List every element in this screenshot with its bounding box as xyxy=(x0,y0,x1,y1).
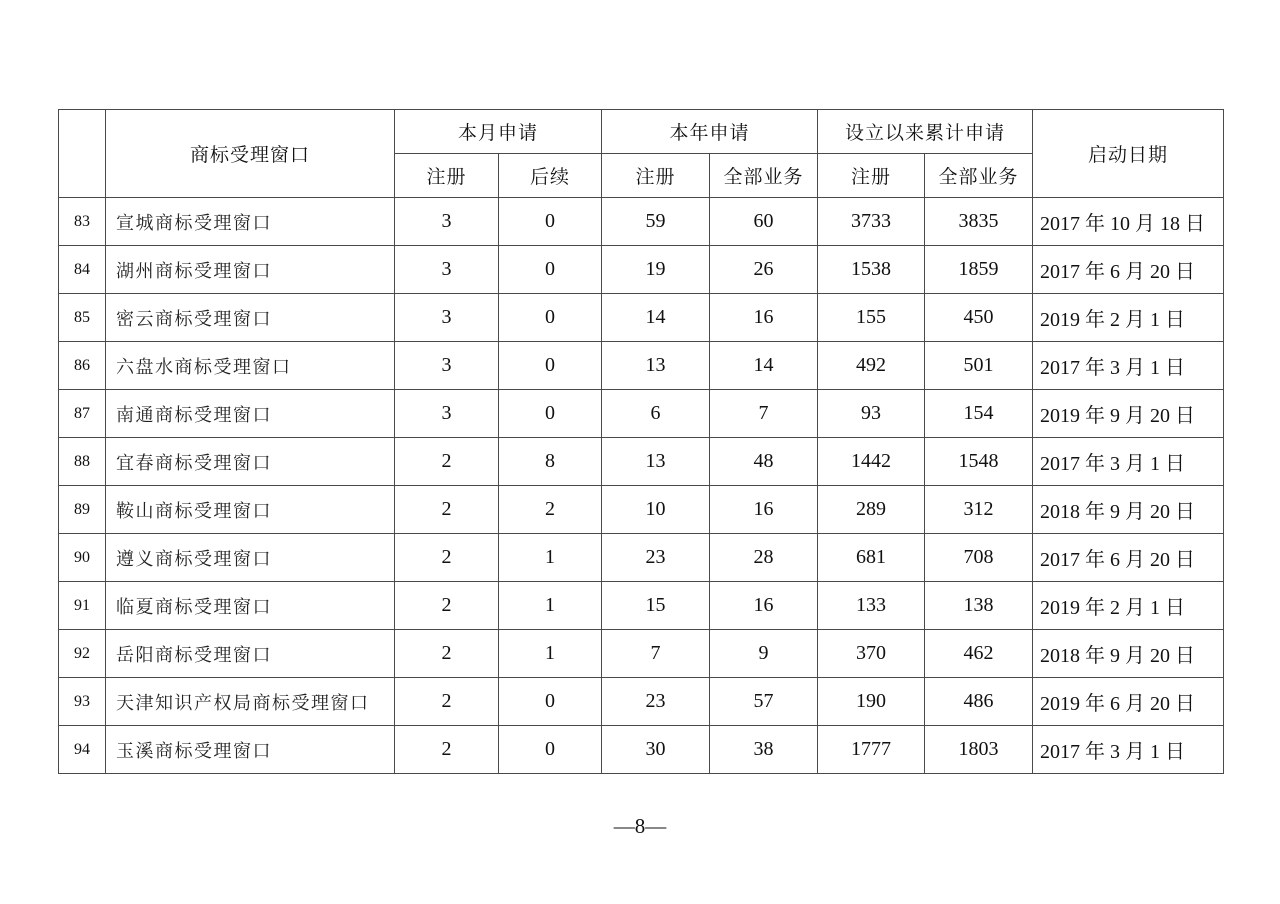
month-register-value: 3 xyxy=(395,342,499,390)
year-all-business-header: 全部业务 xyxy=(710,154,818,198)
year-all-business-value: 57 xyxy=(710,678,818,726)
header-row-groups xyxy=(59,110,1224,154)
month-register-value: 2 xyxy=(395,630,499,678)
year-all-business-value: 16 xyxy=(710,582,818,630)
window-name-header: 商标受理窗口 xyxy=(106,110,395,198)
row-index: 85 xyxy=(59,294,106,342)
cumulative-register-header: 注册 xyxy=(818,154,925,198)
month-followup-value: 0 xyxy=(499,726,602,774)
cumulative-all-business-value: 708 xyxy=(925,534,1033,582)
row-index: 86 xyxy=(59,342,106,390)
year-all-business-value: 38 xyxy=(710,726,818,774)
start-date-value: 2017 年 10 月 18 日 xyxy=(1033,198,1224,246)
cumulative-all-business-value: 3835 xyxy=(925,198,1033,246)
month-register-value: 2 xyxy=(395,678,499,726)
month-followup-header: 后续 xyxy=(499,154,602,198)
table-row xyxy=(59,198,1224,246)
month-register-value: 3 xyxy=(395,198,499,246)
table-row xyxy=(59,630,1224,678)
month-register-value: 3 xyxy=(395,246,499,294)
cumulative-all-business-value: 154 xyxy=(925,390,1033,438)
month-followup-value: 0 xyxy=(499,294,602,342)
window-name: 湖州商标受理窗口 xyxy=(106,246,395,294)
table-row xyxy=(59,726,1224,774)
month-register-value: 3 xyxy=(395,390,499,438)
start-date-value: 2017 年 3 月 1 日 xyxy=(1033,342,1224,390)
month-register-value: 2 xyxy=(395,438,499,486)
cumulative-all-business-value: 462 xyxy=(925,630,1033,678)
row-index: 88 xyxy=(59,438,106,486)
table-row xyxy=(59,342,1224,390)
cumulative-register-value: 1538 xyxy=(818,246,925,294)
month-register-header: 注册 xyxy=(395,154,499,198)
year-register-value: 13 xyxy=(602,438,710,486)
cumulative-register-value: 190 xyxy=(818,678,925,726)
month-followup-value: 0 xyxy=(499,246,602,294)
cumulative-register-value: 133 xyxy=(818,582,925,630)
window-name: 临夏商标受理窗口 xyxy=(106,582,395,630)
year-all-business-value: 60 xyxy=(710,198,818,246)
table-row xyxy=(59,390,1224,438)
table-row xyxy=(59,678,1224,726)
year-all-business-value: 28 xyxy=(710,534,818,582)
year-register-value: 23 xyxy=(602,534,710,582)
year-all-business-value: 7 xyxy=(710,390,818,438)
year-register-value: 59 xyxy=(602,198,710,246)
year-register-value: 23 xyxy=(602,678,710,726)
year-all-business-value: 14 xyxy=(710,342,818,390)
year-all-business-value: 48 xyxy=(710,438,818,486)
window-name: 岳阳商标受理窗口 xyxy=(106,630,395,678)
year-application-header: 本年申请 xyxy=(602,110,818,154)
row-index: 91 xyxy=(59,582,106,630)
year-register-value: 19 xyxy=(602,246,710,294)
trademark-window-table xyxy=(58,109,1224,774)
cumulative-all-business-value: 501 xyxy=(925,342,1033,390)
window-name: 密云商标受理窗口 xyxy=(106,294,395,342)
row-index: 87 xyxy=(59,390,106,438)
cumulative-register-value: 492 xyxy=(818,342,925,390)
year-register-value: 10 xyxy=(602,486,710,534)
year-all-business-value: 16 xyxy=(710,294,818,342)
year-register-value: 30 xyxy=(602,726,710,774)
cumulative-all-business-header: 全部业务 xyxy=(925,154,1033,198)
row-index: 93 xyxy=(59,678,106,726)
window-name: 六盘水商标受理窗口 xyxy=(106,342,395,390)
year-all-business-value: 26 xyxy=(710,246,818,294)
month-followup-value: 2 xyxy=(499,486,602,534)
start-date-value: 2019 年 2 月 1 日 xyxy=(1033,582,1224,630)
row-index: 94 xyxy=(59,726,106,774)
year-register-value: 6 xyxy=(602,390,710,438)
row-index: 92 xyxy=(59,630,106,678)
row-index: 83 xyxy=(59,198,106,246)
table-row xyxy=(59,582,1224,630)
month-followup-value: 1 xyxy=(499,582,602,630)
month-register-value: 2 xyxy=(395,534,499,582)
month-register-value: 2 xyxy=(395,726,499,774)
month-followup-value: 1 xyxy=(499,534,602,582)
year-register-value: 13 xyxy=(602,342,710,390)
row-index: 89 xyxy=(59,486,106,534)
table-body xyxy=(59,198,1224,774)
start-date-value: 2019 年 6 月 20 日 xyxy=(1033,678,1224,726)
year-register-value: 7 xyxy=(602,630,710,678)
start-date-value: 2017 年 3 月 1 日 xyxy=(1033,438,1224,486)
window-name: 南通商标受理窗口 xyxy=(106,390,395,438)
cumulative-register-value: 289 xyxy=(818,486,925,534)
start-date-value: 2018 年 9 月 20 日 xyxy=(1033,630,1224,678)
start-date-value: 2019 年 9 月 20 日 xyxy=(1033,390,1224,438)
table-row xyxy=(59,294,1224,342)
cumulative-register-value: 370 xyxy=(818,630,925,678)
cumulative-register-value: 681 xyxy=(818,534,925,582)
row-index: 84 xyxy=(59,246,106,294)
month-followup-value: 0 xyxy=(499,390,602,438)
window-name: 宜春商标受理窗口 xyxy=(106,438,395,486)
table-row xyxy=(59,438,1224,486)
start-date-value: 2017 年 3 月 1 日 xyxy=(1033,726,1224,774)
row-index: 90 xyxy=(59,534,106,582)
cumulative-register-value: 1442 xyxy=(818,438,925,486)
cumulative-all-business-value: 1859 xyxy=(925,246,1033,294)
table-header xyxy=(59,110,1224,198)
year-all-business-value: 16 xyxy=(710,486,818,534)
cumulative-all-business-value: 312 xyxy=(925,486,1033,534)
table-row xyxy=(59,486,1224,534)
window-name: 玉溪商标受理窗口 xyxy=(106,726,395,774)
start-date-value: 2017 年 6 月 20 日 xyxy=(1033,246,1224,294)
month-application-header: 本月申请 xyxy=(395,110,602,154)
cumulative-register-value: 155 xyxy=(818,294,925,342)
month-followup-value: 1 xyxy=(499,630,602,678)
month-followup-value: 0 xyxy=(499,198,602,246)
cumulative-register-value: 3733 xyxy=(818,198,925,246)
month-followup-value: 0 xyxy=(499,342,602,390)
month-followup-value: 8 xyxy=(499,438,602,486)
month-register-value: 2 xyxy=(395,582,499,630)
window-name: 宣城商标受理窗口 xyxy=(106,198,395,246)
year-register-header: 注册 xyxy=(602,154,710,198)
year-register-value: 14 xyxy=(602,294,710,342)
year-register-value: 15 xyxy=(602,582,710,630)
cumulative-all-business-value: 1803 xyxy=(925,726,1033,774)
cumulative-all-business-value: 450 xyxy=(925,294,1033,342)
cumulative-register-value: 93 xyxy=(818,390,925,438)
year-all-business-value: 9 xyxy=(710,630,818,678)
cumulative-register-value: 1777 xyxy=(818,726,925,774)
window-name: 天津知识产权局商标受理窗口 xyxy=(106,678,395,726)
start-date-value: 2019 年 2 月 1 日 xyxy=(1033,294,1224,342)
month-followup-value: 0 xyxy=(499,678,602,726)
start-date-value: 2018 年 9 月 20 日 xyxy=(1033,486,1224,534)
table-row xyxy=(59,246,1224,294)
start-date-value: 2017 年 6 月 20 日 xyxy=(1033,534,1224,582)
index-column-header xyxy=(59,110,106,198)
month-register-value: 3 xyxy=(395,294,499,342)
page-number: —8— xyxy=(613,814,667,838)
table-row xyxy=(59,534,1224,582)
start-date-header: 启动日期 xyxy=(1033,110,1224,198)
window-name: 鞍山商标受理窗口 xyxy=(106,486,395,534)
window-name: 遵义商标受理窗口 xyxy=(106,534,395,582)
cumulative-all-business-value: 486 xyxy=(925,678,1033,726)
cumulative-all-business-value: 138 xyxy=(925,582,1033,630)
cumulative-application-header: 设立以来累计申请 xyxy=(818,110,1033,154)
cumulative-all-business-value: 1548 xyxy=(925,438,1033,486)
month-register-value: 2 xyxy=(395,486,499,534)
